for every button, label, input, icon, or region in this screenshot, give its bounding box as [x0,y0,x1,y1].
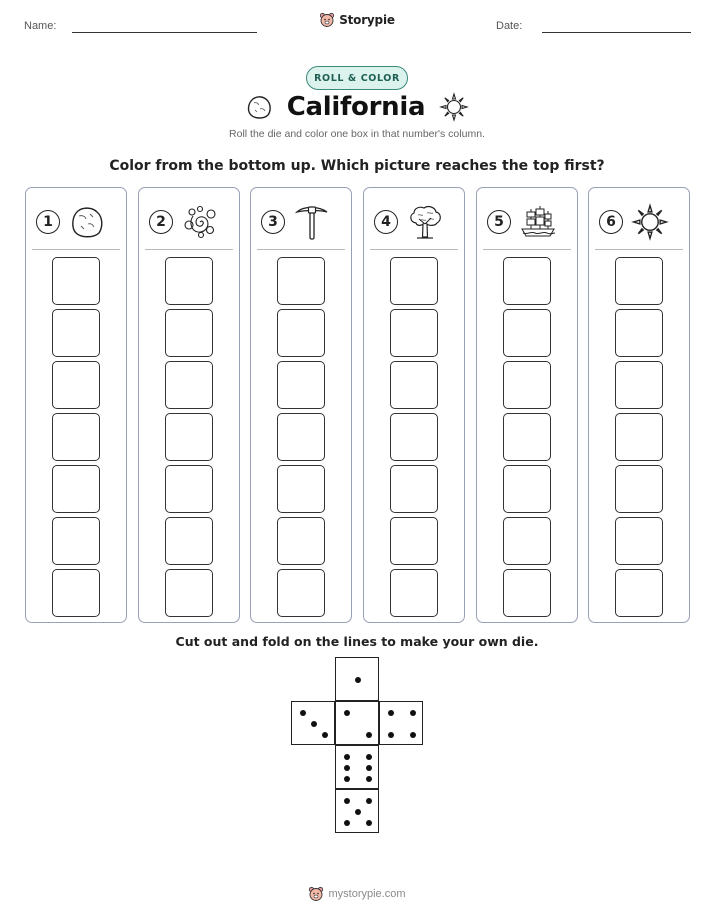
color-boxes [277,257,325,621]
oak-tree-icon [406,203,444,241]
column-divider [32,249,120,250]
color-box[interactable] [165,465,213,513]
color-box[interactable] [503,465,551,513]
color-box[interactable] [615,309,663,357]
die-pip [366,776,372,782]
color-box[interactable] [165,517,213,565]
brand-name: Storypie [339,13,395,27]
column-number: 3 [261,210,285,234]
die-pip [311,721,317,727]
die-pip [344,820,350,826]
die-pip [366,765,372,771]
color-boxes [165,257,213,621]
column-divider [370,249,458,250]
die-face-4 [379,701,423,745]
color-boxes [390,257,438,621]
color-box[interactable] [615,569,663,617]
color-box[interactable] [615,413,663,461]
die-face-6 [335,745,379,789]
color-box[interactable] [165,413,213,461]
column-header [374,202,454,242]
sun-icon [631,203,669,241]
page-title: California [286,92,426,122]
color-box[interactable] [390,309,438,357]
column-3 [250,187,352,623]
color-box[interactable] [390,465,438,513]
color-box[interactable] [615,517,663,565]
color-box[interactable] [503,569,551,617]
color-box[interactable] [52,309,100,357]
color-box[interactable] [277,309,325,357]
color-box[interactable] [165,361,213,409]
color-boxes [52,257,100,621]
bear-mascot-icon [308,886,324,902]
color-box[interactable] [277,569,325,617]
footer [0,886,714,902]
column-header [36,202,116,242]
activity-badge: ROLL & COLOR [306,66,408,90]
color-box[interactable] [52,465,100,513]
color-boxes [503,257,551,621]
die-pip [355,677,361,683]
column-1 [25,187,127,623]
name-label: Name: [24,20,57,32]
color-box[interactable] [52,257,100,305]
color-box[interactable] [615,257,663,305]
column-number: 2 [149,210,173,234]
column-number: 1 [36,210,60,234]
column-header [599,202,679,242]
column-number: 5 [487,210,511,234]
die-face-1 [335,657,379,701]
die-pip [366,732,372,738]
boulder-icon [245,93,273,121]
title-row [0,92,714,122]
column-divider [257,249,345,250]
date-label: Date: [496,20,523,32]
die-pip [410,710,416,716]
color-box[interactable] [277,361,325,409]
color-box[interactable] [390,517,438,565]
color-box[interactable] [277,413,325,461]
color-box[interactable] [165,257,213,305]
die-pip [355,809,361,815]
color-box[interactable] [277,257,325,305]
sun-icon [439,92,469,122]
color-box[interactable] [503,413,551,461]
color-box[interactable] [390,257,438,305]
die-face-3 [291,701,335,745]
die-pip [344,710,350,716]
color-box[interactable] [52,517,100,565]
die-pip [366,754,372,760]
column-header [261,202,341,242]
color-boxes [615,257,663,621]
die-pip [322,732,328,738]
boulder-icon [68,203,106,241]
name-line[interactable] [72,32,257,33]
sailing-ship-icon [519,203,557,241]
die-pip [300,710,306,716]
die-pip [344,776,350,782]
die-face-2 [335,701,379,745]
color-box[interactable] [615,361,663,409]
instruction: Color from the bottom up. Which picture reaches the top first? [109,158,605,174]
color-box[interactable] [503,309,551,357]
color-box[interactable] [390,413,438,461]
column-divider [483,249,571,250]
color-box[interactable] [52,569,100,617]
footer-url[interactable]: mystorypie.com [328,888,406,900]
brand-logo [0,12,714,28]
column-4 [363,187,465,623]
column-number: 4 [374,210,398,234]
column-6 [588,187,690,623]
die-pip [344,765,350,771]
die-pip [344,754,350,760]
column-divider [145,249,233,250]
color-box[interactable] [277,517,325,565]
color-box[interactable] [390,569,438,617]
color-box[interactable] [277,465,325,513]
die-pip [388,710,394,716]
color-box[interactable] [52,361,100,409]
die-face-5 [335,789,379,833]
color-box[interactable] [503,517,551,565]
die-pip [410,732,416,738]
dust-swirl-icon [181,203,219,241]
column-divider [595,249,683,250]
die-pip [366,798,372,804]
die-pip [344,798,350,804]
color-box[interactable] [165,309,213,357]
subtitle: Roll the die and color one box in that number's column. [229,128,485,140]
color-box[interactable] [503,257,551,305]
column-2 [138,187,240,623]
date-line[interactable] [542,32,691,33]
column-header [487,202,567,242]
color-box[interactable] [503,361,551,409]
color-box[interactable] [52,413,100,461]
die-pip [366,820,372,826]
color-box[interactable] [390,361,438,409]
column-header [149,202,229,242]
die-pip [388,732,394,738]
color-box[interactable] [165,569,213,617]
color-box[interactable] [615,465,663,513]
bear-mascot-icon [319,12,335,28]
cut-instruction: Cut out and fold on the lines to make your own die. [175,634,539,649]
column-5 [476,187,578,623]
pickaxe-icon [293,203,331,241]
column-number: 6 [599,210,623,234]
